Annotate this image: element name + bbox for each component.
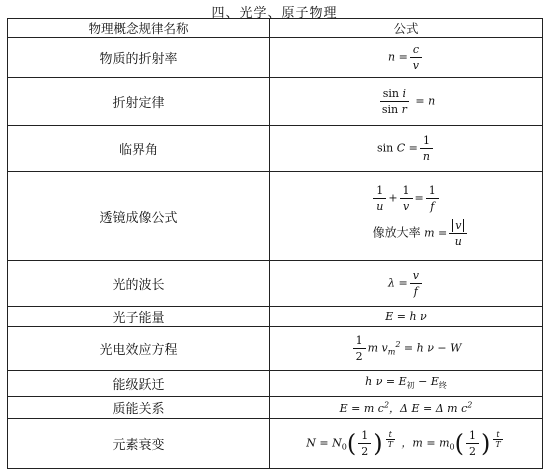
formula-table (7, 18, 543, 469)
page-title: 四、光学、原子物理 (211, 6, 338, 21)
row-formula: λ = $\frac{v}{f}$ (270, 261, 543, 307)
table-header-row (8, 19, 543, 38)
row-formula: E = h ν (270, 307, 543, 327)
table-row (8, 397, 543, 419)
row-name: 能级跃迁 (8, 371, 270, 397)
table-row (8, 38, 543, 78)
row-formula: sin C = $\frac{1}{n}$ (270, 126, 543, 172)
row-formula: $\frac{1}{u}$ + $\frac{1}{v}$ = $\frac{1}{f}$ 像放大率 m = $\frac{v}{u}$ (270, 172, 543, 261)
subscript-initial: 初 (406, 381, 415, 391)
row-name: 透镜成像公式 (8, 172, 270, 261)
table-row (8, 307, 543, 327)
row-name: 物质的折射率 (8, 38, 270, 78)
row-name: 光电效应方程 (8, 327, 270, 371)
table-row (8, 172, 543, 261)
table-row (8, 261, 543, 307)
row-name: 临界角 (8, 126, 270, 172)
row-formula: $N = N_0$( $\frac{1}{2}$ ) $^{\frac{t}{T}}$ ，$m = m_0$( $\frac{1}{2}$ ) $^{\frac{t}{T}}$ (270, 419, 543, 469)
row-name: 光的波长 (8, 261, 270, 307)
table-row (8, 126, 543, 172)
table-row (8, 371, 543, 397)
row-formula: h $\nu = E_初 - E_终$ (270, 371, 543, 397)
table-row (8, 327, 543, 371)
subscript-final: 终 (438, 381, 447, 391)
table-row (8, 419, 543, 469)
magnification-label: 像放大率 (372, 225, 421, 240)
header-name: 物理概念规律名称 (8, 19, 270, 38)
row-formula: $\frac{1}{2}$ m $v_m^2 = h$ ν − W (270, 327, 543, 371)
row-formula: $\frac{\text{sin i}}{\text{sin r}}$ = n (270, 78, 543, 126)
row-formula: n = $\frac{c}{v}$ (270, 38, 543, 78)
row-name: 元素衰变 (8, 419, 270, 469)
row-formula: E = m $c^2$，Δ E = Δ m $c^2$ (270, 397, 543, 419)
row-name: 质能关系 (8, 397, 270, 419)
row-name: 折射定律 (8, 78, 270, 126)
table-row (8, 78, 543, 126)
row-name: 光子能量 (8, 307, 270, 327)
header-formula: 公式 (270, 19, 543, 38)
